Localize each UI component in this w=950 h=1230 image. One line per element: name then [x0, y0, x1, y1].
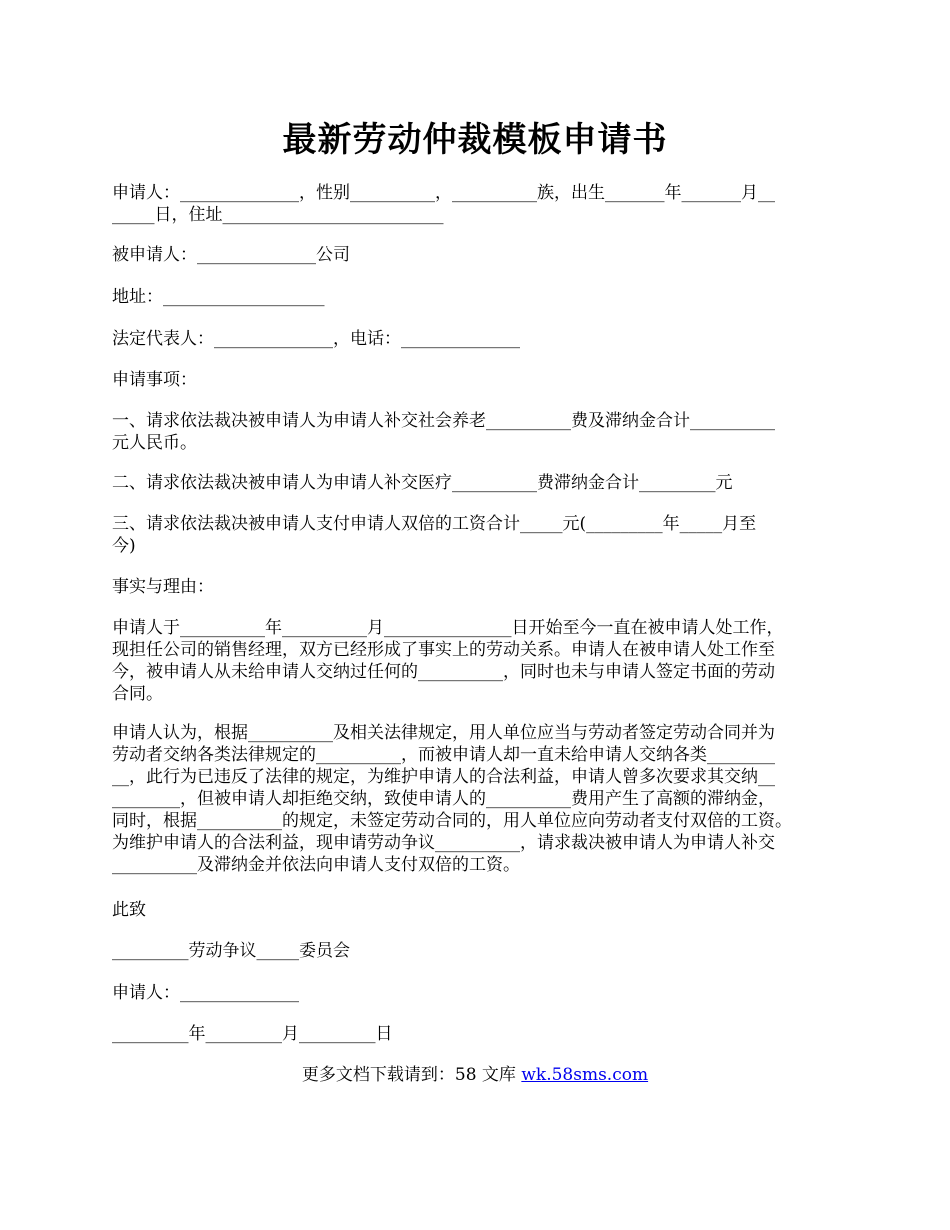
line: __，此行为已违反了法律的规定，为维护申请人的合法利益，申请人曾多次要求其交纳__ [112, 767, 775, 787]
line: 被申请人：______________公司 [112, 245, 350, 265]
claims-heading [112, 369, 852, 391]
claim-3-paragraph [112, 513, 852, 557]
line: 申请人：______________，性别__________，__________族，出生_______年_______月__ [112, 183, 775, 203]
date-line [112, 1023, 852, 1045]
line: 劳动者交纳各类法律规定的__________，而被申请人却一直未给申请人交纳各类________ [112, 745, 775, 765]
line: 事实与理由： [112, 577, 214, 597]
respondent-paragraph [112, 244, 852, 266]
legal-rep-paragraph [112, 328, 852, 350]
line: ________，但被申请人却拒绝交纳，致使申请人的__________费用产生了高额的滞纳金， [112, 789, 775, 809]
line: 合同。 [112, 684, 163, 704]
footer [0, 1064, 950, 1086]
facts-2-paragraph [112, 722, 852, 876]
line: __________及滞纳金并依法向申请人支付双倍的工资。 [112, 855, 520, 875]
line: 现担任公司的销售经理，双方已经形成了事实上的劳动关系。申请人在被申请人处工作至 [112, 640, 775, 660]
facts-heading [112, 576, 852, 598]
line: 为维护申请人的合法利益，现申请劳动争议__________，请求裁决被申请人为申请人补交 [112, 833, 775, 853]
line: 此致 [112, 900, 146, 920]
line: _________劳动争议_____委员会 [112, 941, 350, 961]
claim-1-paragraph [112, 410, 852, 454]
facts-1-paragraph [112, 617, 852, 705]
line: _________年_________月_________日 [112, 1024, 393, 1044]
line: 法定代表人：______________，电话：______________ [112, 329, 520, 349]
line: 元人民币。 [112, 433, 197, 453]
footer-link[interactable]: wk.58sms.com [521, 1065, 649, 1085]
address-paragraph [112, 286, 852, 308]
committee-line [112, 940, 852, 962]
document-title: 最新劳动仲裁模板申请书 [282, 120, 668, 160]
line: 今，被申请人从未给申请人交纳过任何的__________，同时也未与申请人签定书面的劳动 [112, 662, 775, 682]
line: 二、请求依法裁决被申请人为申请人补交医疗__________费滞纳金合计_________元 [112, 473, 733, 493]
line: 三、请求依法裁决被申请人支付申请人双倍的工资合计_____元(_________年_____月至 [112, 514, 757, 534]
line: 申请事项： [112, 370, 197, 390]
line: 一、请求依法裁决被申请人为申请人补交社会养老__________费及滞纳金合计__________ [112, 411, 775, 431]
line: 同时，根据__________的规定，未签定劳动合同的，用人单位应向劳动者支付双倍的工资。 [112, 811, 792, 831]
footer-text: 更多文档下载请到：58 文库 [301, 1065, 522, 1085]
line: 今) [112, 536, 136, 556]
applicant-info-paragraph [112, 182, 852, 226]
line: 地址：___________________ [112, 287, 325, 307]
salutation [112, 899, 852, 921]
line: _____日，住址__________________________ [112, 205, 444, 225]
line: 申请人认为，根据__________及相关法律规定，用人单位应当与劳动者签定劳动合同并为 [112, 723, 775, 743]
claim-2-paragraph [112, 472, 852, 494]
signature-line [112, 982, 852, 1004]
line: 申请人：______________ [112, 983, 299, 1003]
line: 申请人于__________年__________月_______________日开始至今一直在被申请人处工作， [112, 618, 784, 638]
